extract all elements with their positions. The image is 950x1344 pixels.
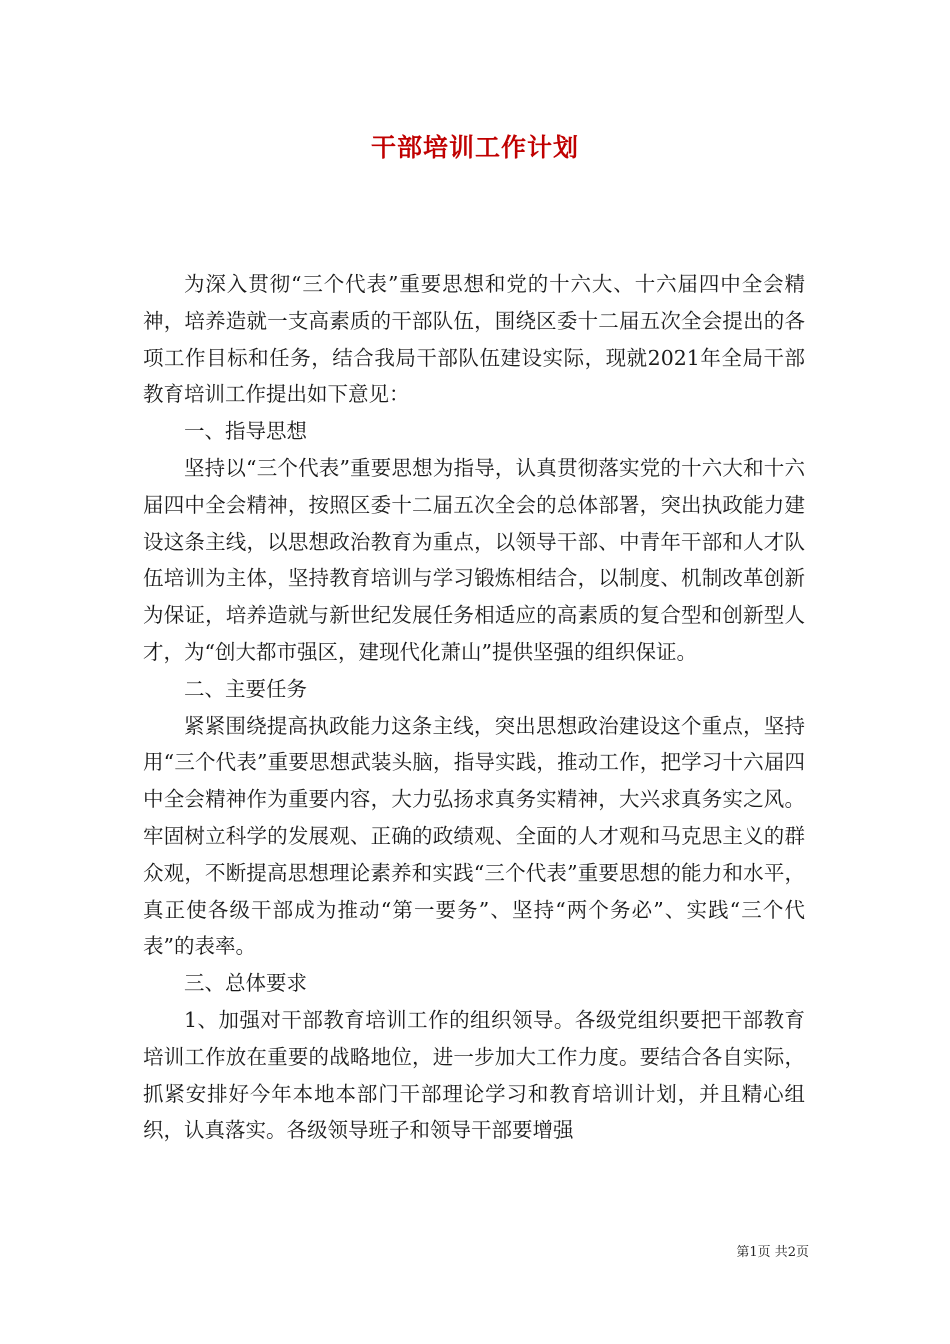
section-heading-guiding-ideology: 一、指导思想 xyxy=(184,419,307,444)
page-number-footer: 第1页 共2页 xyxy=(736,1245,809,1260)
document-body xyxy=(143,266,805,1149)
general-requirements-paragraph: 1、加强对干部教育培训工作的组织领导。各级党组织要把干部教育培训工作放在重要的战略地位，进一步加大工作力度。要结合各自实际，抓紧安排好今年本地本部门干部理论学习和教育培训计划，并且精心组织，认真落实。各级领导班子和领导干部要增强 xyxy=(143,1007,805,1143)
main-tasks-paragraph: 紧紧围绕提高执政能力这条主线，突出思想政治建设这个重点，坚持用“三个代表”重要思想武装头脑，指导实践，推动工作，把学习十六届四中全会精神作为重要内容，大力弘扬求真务实精神，大兴求真务实之风。牢固树立科学的发展观、正确的政绩观、全面的人才观和马克思主义的群众观，不断提高思想理论素养和实践“三个代表”重要思想的能力和水平，真正使各级干部成为推动“第一要务”、坚持“两个务必”、实践“三个代表”的表率。 xyxy=(143,713,805,959)
section-heading-main-tasks: 二、主要任务 xyxy=(184,676,307,701)
intro-paragraph: 为深入贯彻“三个代表”重要思想和党的十六大、十六届四中全会精神，培养造就一支高素质的干部队伍，围绕区委十二届五次全会提出的各项工作目标和任务，结合我局干部队伍建设实际，现就2021年全局干部教育培训工作提出如下意见： xyxy=(143,272,805,407)
page-title: 干部培训工作计划 xyxy=(370,133,579,162)
guiding-ideology-paragraph: 坚持以“三个代表”重要思想为指导，认真贯彻落实党的十六大和十六届四中全会精神，按照区委十二届五次全会的总体部署，突出执政能力建设这条主线，以思想政治教育为重点，以领导干部、中青年干部和人才队伍培训为主体，坚持教育培训与学习锻炼相结合，以制度、机制改革创新为保证，培养造就与新世纪发展任务相适应的高素质的复合型和创新型人才，为“创大都市强区，建现代化萧山”提供坚强的组织保证。 xyxy=(143,455,805,664)
section-heading-general-requirements: 三、总体要求 xyxy=(184,971,307,996)
